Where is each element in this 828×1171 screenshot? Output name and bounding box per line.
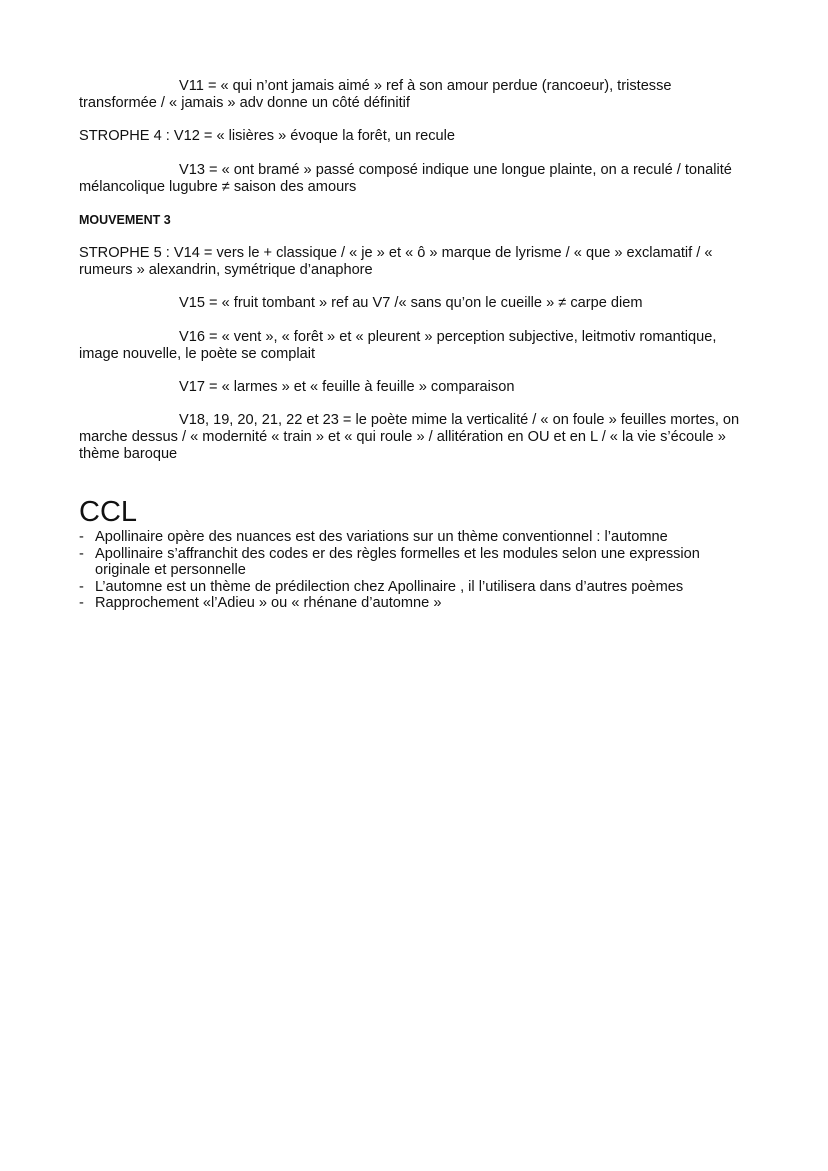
v16-text: V16 = « vent », « forêt » et « pleurent » perception subjective, leitmotiv romantique, image nouvelle, le poète se complait (79, 329, 717, 362)
v17-text: V17 = « larmes » et « feuille à feuille » comparaison (179, 379, 515, 395)
v12-paragraph (79, 128, 751, 145)
bullet-dash: - (79, 595, 84, 612)
v17-paragraph (79, 379, 751, 396)
v15-text: V15 = « fruit tombant » ref au V7 /« sans qu’on le cueille » ≠ carpe diem (179, 295, 643, 311)
bullet-dash: - (79, 529, 84, 545)
list-item (79, 529, 759, 546)
v15-paragraph (79, 295, 751, 312)
list-item-text: Apollinaire opère des nuances est des variations sur un thème conventionnel : l’automne (95, 529, 668, 545)
list-item-text: Rapprochement «l’Adieu » ou « rhénane d’automne » (95, 595, 442, 612)
v13-paragraph (79, 162, 751, 196)
mouvement3-heading: MOUVEMENT 3 (79, 213, 171, 227)
list-item-text: L’automne est un thème de prédilection chez Apollinaire , il l’utilisera dans d’autres poèmes (95, 578, 684, 595)
v13-text: V13 = « ont bramé » passé composé indique une longue plainte, on a reculé / tonalité mélancolique lugubre ≠ saison des amours (79, 162, 732, 195)
v18-text: V18, 19, 20, 21, 22 et 23 = le poète mime la verticalité / « on foule » feuilles mortes, on marche dessus / « modernité « train » et « qui roule » / allitération en OU et en L / « la vie s’écoule » thème baroque (79, 412, 740, 462)
conclusion-title: CCL (79, 496, 138, 528)
list-item (79, 579, 759, 596)
bullet-dash: - (79, 545, 84, 562)
list-item (79, 546, 759, 579)
conclusion-list (79, 529, 759, 612)
bullet-dash: - (79, 578, 84, 595)
list-item (79, 595, 759, 612)
v11-paragraph (79, 78, 751, 112)
v18-paragraph (79, 412, 751, 463)
v11-text: V11 = « qui n’ont jamais aimé » ref à son amour perdue (rancoeur), tristesse transformée / « jamais » adv donne un côté définitif (79, 78, 672, 111)
v12-text: STROPHE 4 : V12 = « lisières » évoque la forêt, un recule (79, 128, 455, 144)
v14-paragraph (79, 245, 751, 279)
v16-paragraph (79, 329, 751, 363)
list-item-text: Apollinaire s’affranchit des codes er des règles formelles et les modules selon une expression originale et personnelle (95, 545, 700, 579)
v14-text: STROPHE 5 : V14 = vers le + classique / « je » et « ô » marque de lyrisme / « que » exclamatif / « rumeurs » alexandrin, symétrique d’anaphore (79, 245, 713, 278)
